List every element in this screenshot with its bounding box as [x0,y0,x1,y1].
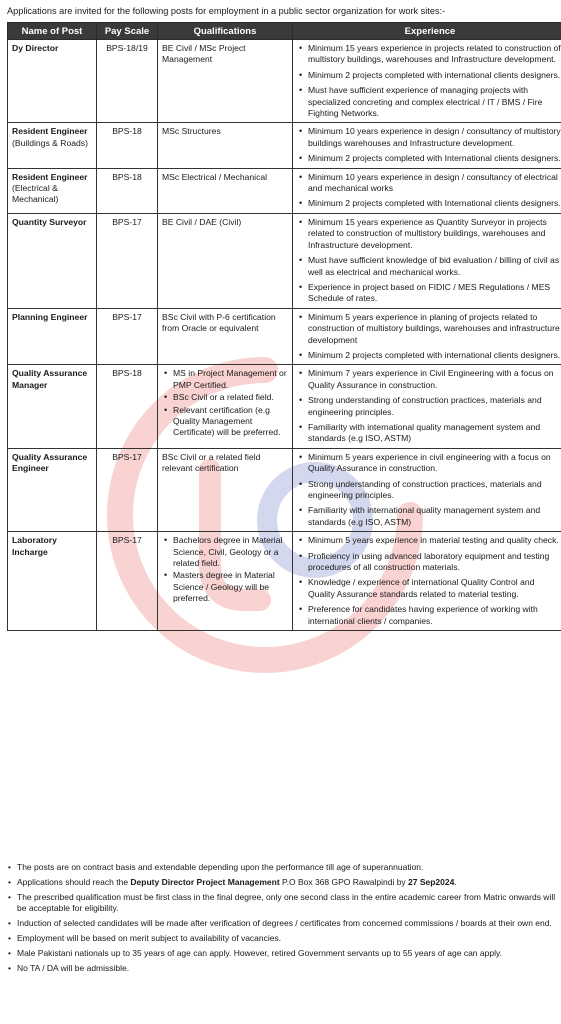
experience-item: • Preference for candidates having experience of working with international clients / companies. [297,604,561,627]
pay-scale: BPS-17 [97,448,158,531]
notes-list [7,862,559,978]
qualifications-cell [158,123,293,168]
note-item: • Applications should reach the Deputy Director Project Management P.O Box 368 GPO Rawalpindi by 27 Sep2024. [7,877,559,888]
note-text: No TA / DA will be admissible. [17,963,130,973]
qualifications-cell [158,213,293,308]
qualification-item: • Bachelors degree in Material Science, Civil, Geology or a related field. [162,535,288,569]
experience-item: • Minimum 7 years experience in Civil Engineering with a focus on Quality Assurance in construction. [297,368,561,391]
experience-list [297,43,561,119]
experience-item: • Minimum 15 years experience as Quantity Surveyor in projects related to construction of multistory buildings, warehouses and Infrastructure development. [297,217,561,251]
experience-item: • Must have sufficient knowledge of bid evaluation / billing of civil as well as electrical and mechanical works. [297,255,561,278]
post-name-cell [8,123,97,168]
note-item [7,918,559,929]
table-header-row [8,23,561,40]
experience-cell [293,308,561,365]
pay-scale: BPS-18 [97,123,158,168]
col-header-experience: Experience [293,23,561,40]
qualifications-list [162,368,288,438]
post-name: Quality Assurance Engineer [12,451,88,474]
intro-text: Applications are invited for the following posts for employment in a public sector organization for work sites:- [7,6,446,16]
experience-item: • Minimum 2 projects completed with international clients designers. [297,70,561,81]
experience-item: • Minimum 10 years experience in design / consultancy of multistory buildings warehouses and Infrastructure development. [297,126,561,149]
note-item [7,862,559,873]
qualification-text: BSc Civil or a related field relevant certification [162,451,261,474]
experience-cell [293,532,561,631]
note-text: Induction of selected candidates will be made after verification of degrees / certificates from concerned commissions / boards at their own end. [17,918,552,928]
table-row [8,168,561,213]
pay-scale: BPS-18/19 [97,40,158,123]
qualifications-cell [158,448,293,531]
note-deadline: 27 Sep2024 [408,877,455,887]
qualification-text: BSc Civil with P-6 certification from Oracle or equivalent [162,311,276,334]
qualifications-cell [158,308,293,365]
experience-list [297,535,561,627]
experience-cell [293,123,561,168]
post-name: Resident Engineer [12,126,88,137]
post-name: Quantity Surveyor [12,216,87,227]
posts-table-body [8,40,561,631]
experience-item: • Strong understanding of construction practices, materials and engineering principles. [297,395,561,418]
post-name-cell [8,213,97,308]
post-subtitle: (Electrical & Mechanical) [12,183,59,205]
experience-cell [293,168,561,213]
qualification-text: MSc Structures [162,126,221,137]
qualification-item: • MS in Project Management or PMP Certified. [162,368,288,391]
qualification-text: BE Civil / DAE (Civil) [162,216,242,227]
note-item [7,933,559,944]
table-row [8,213,561,308]
post-name: Planning Engineer [12,311,88,322]
note-text: Employment will be based on merit subject to availability of vacancies. [17,933,282,943]
table-row [8,40,561,123]
col-header-qualifications: Qualifications [158,23,293,40]
post-name-cell [8,448,97,531]
qualification-text: MSc Electrical / Mechanical [162,171,268,182]
qualification-item: • Masters degree in Material Science / Geology will be preferred. [162,570,288,604]
col-header-name: Name of Post [8,23,97,40]
qualifications-cell [158,532,293,631]
experience-list [297,312,561,362]
experience-cell [293,448,561,531]
table-row [8,308,561,365]
experience-item: • Strong understanding of construction practices, materials and engineering principles. [297,479,561,502]
experience-cell [293,213,561,308]
experience-list [297,126,561,164]
note-item [7,892,559,914]
qualifications-cell [158,40,293,123]
experience-item: • Minimum 10 years experience in design / consultancy of electrical and mechanical works [297,172,561,195]
experience-cell [293,40,561,123]
experience-cell [293,365,561,448]
experience-item: • Proficiency in using advanced laboratory equipment and testing procedures of all construction materials. [297,551,561,574]
experience-item: • Familiarity with international quality management system and standards (e.g ISO, ASTM) [297,505,561,528]
pay-scale: BPS-17 [97,308,158,365]
post-subtitle: (Buildings & Roads) [12,137,88,148]
qualifications-list [162,535,288,604]
qualifications-cell [158,365,293,448]
table-row [8,123,561,168]
experience-item: • Minimum 5 years experience in material testing and quality check. [297,535,561,546]
pay-scale: BPS-17 [97,532,158,631]
note-item [7,948,559,959]
post-name-cell [8,365,97,448]
note-item [7,963,559,974]
post-name: Resident Engineer [12,171,88,182]
post-name: Laboratory Incharge [12,535,57,557]
experience-item: • Minimum 5 years experience in planing of projects related to construction of multistory buildings, warehouses and infrastructure development [297,312,561,346]
qualifications-cell [158,168,293,213]
experience-list [297,172,561,210]
experience-item: • Minimum 15 years experience in projects related to construction of multistory buildings, warehouses and Infrastructure development. [297,43,561,66]
qualification-text: BE Civil / MSc Project Management [162,43,246,65]
posts-table [7,22,561,631]
note-text: Male Pakistani nationals up to 35 years of age can apply. However, retired Government servants up to 55 years of age can apply. [17,948,502,958]
table-row [8,365,561,448]
experience-list [297,217,561,305]
experience-item: • Knowledge / experience of international Quality Control and Quality Assurance standards related to material testing. [297,577,561,600]
experience-item: • Must have sufficient experience of managing projects with specialized concreting and complex electrical / IT / BMS / Fire Fighting Networks. [297,85,561,119]
post-name-cell [8,308,97,365]
note-org: Deputy Director Project Management [130,877,280,887]
post-name-cell [8,168,97,213]
post-name-cell [8,40,97,123]
table-row [8,448,561,531]
experience-item: • Minimum 2 projects completed with international clients designers. [297,350,561,361]
experience-item: • Familiarity with international quality management system and standards (e.g ISO, ASTM) [297,422,561,445]
experience-list [297,368,561,444]
post-name: Dy Director [12,43,59,53]
qualification-item: • BSc Civil or a related field. [162,392,288,403]
post-name: Quality Assurance Manager [12,368,88,390]
experience-item: • Minimum 2 projects completed with International clients designers. [297,153,561,164]
experience-item: • Minimum 5 years experience in civil engineering with a focus on Quality Assurance in construction. [297,452,561,475]
qualification-item: • Relevant certification (e.g Quality Management Certificate) will be preferred. [162,405,288,439]
pay-scale: BPS-18 [97,365,158,448]
note-text: The prescribed qualification must be first class in the final degree, only one second class in the entire academic career from Matric onwards will be acceptable for eligibility. [17,892,556,913]
col-header-pay: Pay Scale [97,23,158,40]
experience-item: • Minimum 2 projects completed with International clients designers. [297,198,561,209]
table-row [8,532,561,631]
post-name-cell [8,532,97,631]
experience-item: • Experience in project based on FIDIC / MES Regulations / MES Schedule of rates. [297,282,561,305]
pay-scale: BPS-18 [97,168,158,213]
experience-list [297,452,561,528]
pay-scale: BPS-17 [97,213,158,308]
note-text: The posts are on contract basis and extendable depending upon the performance till age of superannuation. [17,862,424,872]
